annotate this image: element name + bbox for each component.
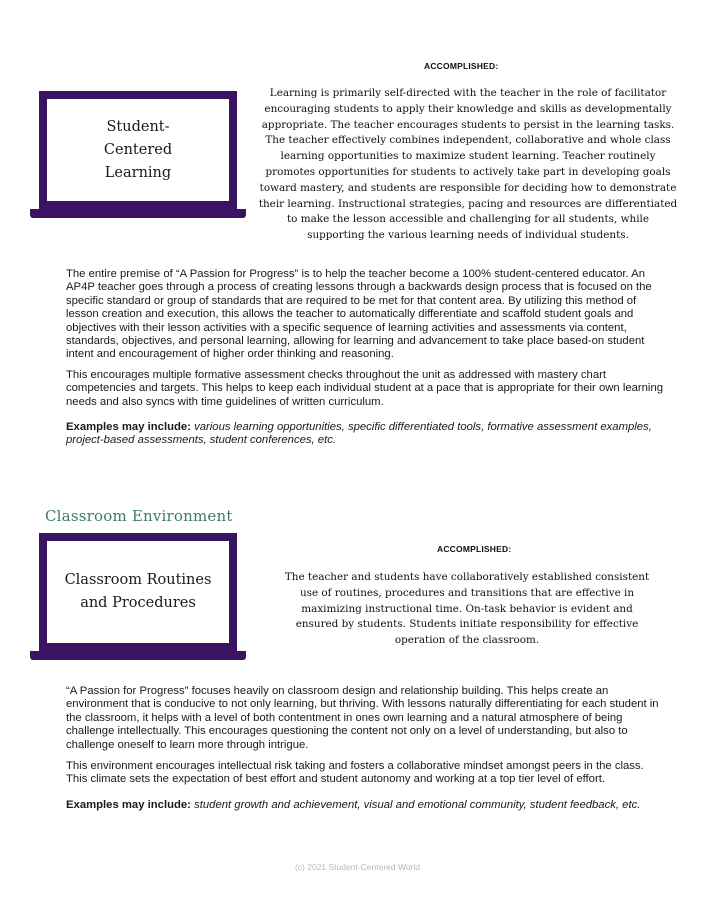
section-title: Classroom Environment: [45, 507, 233, 525]
laptop-base: [30, 651, 246, 660]
accomplished-text: Learning is primarily self-directed with the teacher in the role of facilitator encouraging students to apply their knowledge and skills as developmentally appropriate. The teacher encourages students to persist in the learning tasks. The teacher effectively combines independent, collaborative and whole class learning opportunities to maximize student learning. Teacher routinely promotes opportunities for students to actively take part in developing goals toward mastery, and students are responsible for deciding how to demonstrate their learning. Instructional strategies, pacing and resources are differentiated to make the lesson accessible and challenging for all students, while supporting the various learning needs of individual students.: [258, 87, 678, 242]
paragraph: This encourages multiple formative assessment checks throughout the unit as addressed with mastery chart competencies and targets. This helps to keep each individual student at a pace that is appropriate for their own learning needs and also syncs with time guidelines of written curriculum.: [66, 369, 664, 408]
examples-label: Examples may include:: [66, 799, 191, 811]
laptop-screen: [39, 91, 237, 209]
laptop-base: [30, 209, 246, 218]
examples-text: student growth and achievement, visual and emotional community, student feedback, etc.: [194, 799, 641, 811]
accomplished-label: ACCOMPLISHED:: [424, 61, 499, 71]
examples-label: Examples may include:: [66, 421, 191, 433]
copyright-footer: (c) 2021 Student-Centered World: [294, 862, 421, 872]
paragraph: The entire premise of “A Passion for Progress” is to help the teacher become a 100% student-centered educator. An AP4P teacher goes through a process of creating lessons through a backwards design process that is focused on the specific standard or group of standards that are required to be met for that content area. By utilizing this method of lesson creation and execution, this allows the teacher to automatically differentiate and scaffold student goals and objectives with their lesson activities with a specific sequence of learning activities and assessments via content, standards, objectives, and personal learning, allowing for learning and advancement to take place based-on student intent and encouragement of higher order thinking and reasoning.: [66, 268, 652, 361]
box-label: Classroom Routines and Procedures: [64, 572, 212, 611]
paragraph: This environment encourages intellectual risk taking and fosters a collaborative mindset amongst peers in the class. This climate sets the expectation of best effort and student autonomy and working at a top tier level of effort.: [66, 760, 644, 786]
student-centered-laptop-graphic: [30, 91, 246, 218]
laptop-screen: [39, 533, 237, 651]
paragraph: “A Passion for Progress” focuses heavily on classroom design and relationship building. This helps create an environment that is conducive to not only learning, but thriving. With lessons naturally differentiating for each student in the classroom, it helps with a level of both contentment in ones own learning and a natural atmosphere of being challenge intellectually. This encourages questioning the content not only on a level of understanding, but also to challenge oneself to learn more through intrigue.: [66, 685, 659, 751]
examples-paragraph: [66, 799, 663, 812]
accomplished-text: The teacher and students have collaboratively established consistent use of routines, procedures and transitions that are effective in maximizing instructional time. On-task behavior is evident and ensured by students. Students initiate responsibility for effective operation of the classroom.: [284, 571, 650, 647]
box-label: Student-Centered Learning: [103, 118, 173, 181]
examples-text: various learning opportunities, specific differentiated tools, formative assessment examples, project-based assessments, student conferences, etc.: [66, 421, 652, 447]
examples-paragraph: [66, 421, 663, 448]
classroom-routines-laptop-graphic: [30, 533, 246, 660]
accomplished-label: ACCOMPLISHED:: [437, 544, 512, 554]
